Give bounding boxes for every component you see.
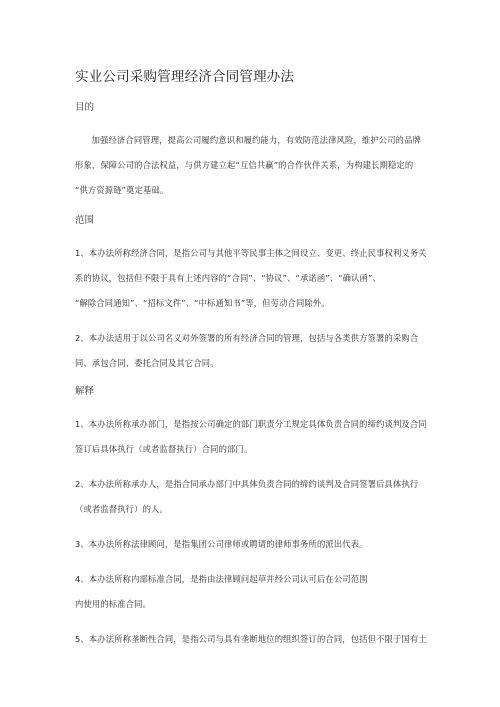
- paragraph: [75, 128, 430, 203]
- paragraph: [75, 326, 430, 376]
- paragraph: [75, 567, 430, 617]
- section-purpose: [75, 102, 430, 203]
- text-line: 2、本办法所称承办人，是指合同承办部门中具体负责合同的缔约谈判及合同签署后具体执行: [75, 479, 419, 489]
- text-line: （或者监督执行）的人。: [75, 504, 168, 514]
- section-definitions: [75, 386, 430, 652]
- paragraph: [75, 472, 430, 522]
- text-line: 3、本办法所称法律顾问，是指集团公司律师或聘请的律师事务所的派出代表。: [75, 539, 368, 549]
- text-line: 2、本办法适用于以公司名义对外签署的所有经济合同的管理，包括与各类供方签署的采购合: [75, 333, 419, 343]
- section-heading: 范围: [75, 215, 95, 226]
- text-line: 5、本办法所称垄断性合同，是指公司与具有垄断地位的组织签订的合同，包括但不限于国有土: [75, 634, 427, 644]
- text-line: 形象，保障公司的合法权益，与供方建立起“互信共赢”的合作伙伴关系，为构建长期稳定的: [75, 160, 414, 170]
- section-heading: 目的: [75, 102, 95, 113]
- text-line: 签订后具体执行（或者监督执行）合同的部门。: [75, 444, 253, 454]
- document-title: 实业公司采购管理经济合同管理办法: [75, 69, 295, 85]
- paragraph: [75, 412, 430, 462]
- paragraph: [75, 627, 430, 652]
- text-line: 1、本办法所称经济合同，是指公司与其他平等民事主体之间设立、变更、终止民事权利义务关: [75, 248, 427, 258]
- paragraph: [75, 532, 430, 557]
- text-line: 内使用的标准合同。: [75, 599, 152, 609]
- section-heading: 解释: [75, 386, 95, 397]
- text-line: “解除合同通知”、“招标文件”、“中标通知书”等，但劳动合同除外。: [75, 298, 330, 308]
- text-line: “供方资源链”奠定基础。: [75, 185, 169, 195]
- text-line: 加强经济合同管理，提高公司履约意识和履约能力，有效防范法律风险，维护公司的品牌: [91, 135, 422, 145]
- text-line: 4、本办法所称内部标准合同，是指由法律顾问起草并经公司认可后在公司范围: [75, 574, 368, 584]
- section-scope: [75, 215, 430, 376]
- paragraph: [75, 241, 430, 316]
- text-line: 同、承包合同、委托合同及其它合同。: [75, 358, 219, 368]
- text-line: 系的协议，包括但不限于具有上述内容的“合同”、“协议”、“承诺函”、“确认函”、: [75, 273, 381, 283]
- text-line: 1、本办法所称承办部门，是指按公司确定的部门职责分工规定具体负责合同的缔约谈判及合同: [75, 419, 427, 429]
